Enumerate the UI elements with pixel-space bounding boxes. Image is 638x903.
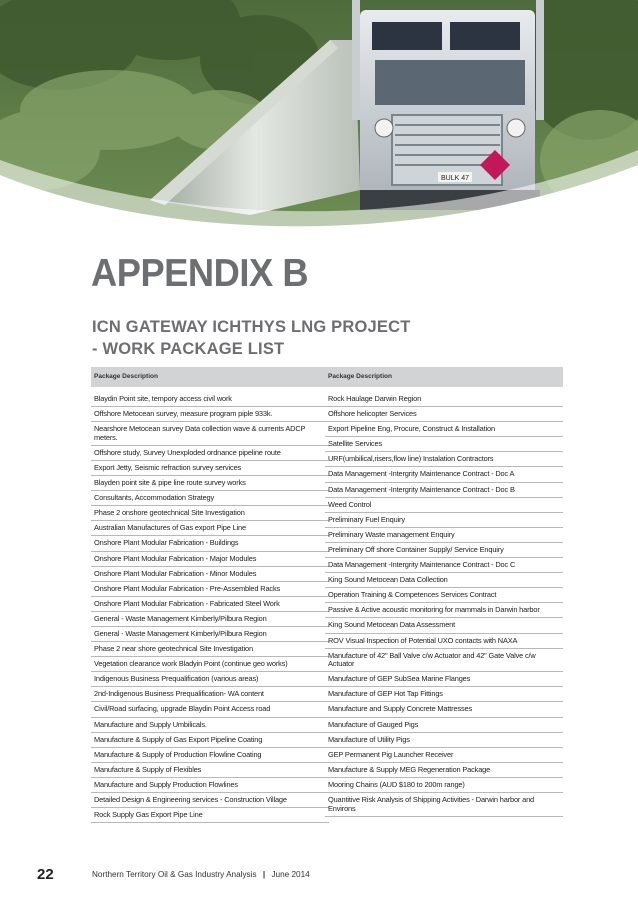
package-row: Manufacture and Supply Concrete Mattresses [325, 702, 563, 717]
subtitle-line-2: - WORK PACKAGE LIST [92, 340, 285, 358]
footer-text [92, 870, 310, 879]
package-row: Detailed Design & Engineering services - Construction Village [91, 793, 329, 808]
package-row: Manufacture & Supply MEG Regeneration Package [325, 763, 563, 778]
footer-date: June 2014 [271, 870, 310, 879]
package-row: Phase 2 near shore geotechnical Site Investigation [91, 642, 329, 657]
package-row: ROV Visual Inspection of Potential UXO contacts with NAXA [325, 634, 563, 649]
package-row: King Sound Metocean Data Collection [325, 573, 563, 588]
plate-text: BULK 47 [441, 175, 470, 182]
subtitle-line-1: ICN GATEWAY ICHTHYS LNG PROJECT [92, 318, 411, 336]
package-row: Data Management -Intergrity Maintenance Contract - Doc B [325, 483, 563, 498]
package-row: Manufacture of GEP SubSea Marine Flanges [325, 672, 563, 687]
package-row: Australian Manufactures of Gas export Pipe Line [91, 521, 329, 536]
package-row: Vegetation clearance work Bladyin Point (continue geo works) [91, 657, 329, 672]
package-row: Blayden point site & pipe line route survey works [91, 476, 329, 491]
package-row: Data Management -Intergrity Maintenance Contract - Doc A [325, 467, 563, 482]
package-row: Manufacture & Supply of Production Flowline Coating [91, 748, 329, 763]
package-row: Passive & Active acoustic monitoring for mammals in Darwin harbor [325, 603, 563, 618]
package-row: Phase 2 onshore geotechnical Site Investigation [91, 506, 329, 521]
package-row: Mooring Chains (AUD $180 to 200m range) [325, 778, 563, 793]
package-row: Manufacture & Supply of Gas Export Pipeline Coating [91, 733, 329, 748]
package-row: Preliminary Off shore Container Supply/ Service Enquiry [325, 543, 563, 558]
package-row: Onshore Plant Modular Fabrication - Fabricated Steel Work [91, 597, 329, 612]
package-row: King Sound Metocean Data Assessment [325, 618, 563, 633]
package-row: Export Jetty, Seismic refraction survey services [91, 461, 329, 476]
package-row: Civil/Road surfacing, upgrade Blaydin Point Access road [91, 702, 329, 717]
package-row: Indigenous Business Prequalification (various areas) [91, 672, 329, 687]
package-row: Export Pipeline Eng, Procure, Construct & Installation [325, 422, 563, 437]
package-row: Onshore Plant Modular Fabrication - Buildings [91, 536, 329, 551]
right-package-list [325, 392, 563, 817]
package-row: Manufacture of GEP Hot Tap Fittings [325, 687, 563, 702]
package-row: Satellite Services [325, 437, 563, 452]
package-row: Rock Haulage Darwin Region [325, 392, 563, 407]
package-row: Manufacture & Supply of Flexibles [91, 763, 329, 778]
package-row: Data Management -Intergrity Maintenance Contract - Doc C [325, 558, 563, 573]
package-row: Nearshore Metocean survey Data collection wave & currents ADCP meters. [91, 422, 329, 446]
package-row: General - Waste Management Kimberly/Pilbura Region [91, 612, 329, 627]
footer-publication: Northern Territory Oil & Gas Industry Analysis [92, 870, 257, 879]
right-column-header: Package Description [325, 367, 563, 387]
left-column-header: Package Description [91, 367, 329, 387]
package-row: 2nd-Indigenous Business Prequalification- WA content [91, 687, 329, 702]
package-row: Manufacture of 42" Ball Valve c/w Actuator and 42" Gate Valve c/w Actuator [325, 649, 563, 673]
left-package-list [91, 392, 329, 823]
package-row: Manufacture and Supply Production Flowlines [91, 778, 329, 793]
appendix-title: APPENDIX B [91, 252, 309, 295]
package-row: Manufacture of Gauged Pigs [325, 718, 563, 733]
package-row: Offshore study, Survey Unexploded ordnance pipeline route [91, 446, 329, 461]
package-row: Manufacture and Supply Umbilicals. [91, 718, 329, 733]
package-row: GEP Permanent Pig Launcher Receiver [325, 748, 563, 763]
package-row: Operation Training & Competences Services Contract [325, 588, 563, 603]
package-row: Preliminary Waste management Enquiry [325, 528, 563, 543]
package-row: Blaydin Point site, tempory access civil work [91, 392, 329, 407]
package-row: Quantitive Risk Analysis of Shipping Activities - Darwin harbor and Environs [325, 793, 563, 817]
package-row: Onshore Plant Modular Fabrication - Pre-Assembled Racks [91, 582, 329, 597]
right-package-column [325, 367, 563, 817]
package-row: Onshore Plant Modular Fabrication - Major Modules [91, 552, 329, 567]
package-row: URF(umbilical,risers,flow line) Instalation Contractors [325, 452, 563, 467]
footer-separator: | [262, 870, 266, 879]
package-row: Offshore helicopter Services [325, 407, 563, 422]
package-row: Onshore Plant Modular Fabrication - Minor Modules [91, 567, 329, 582]
page-footer [0, 860, 638, 890]
package-row: Weed Control [325, 498, 563, 513]
header-photo [0, 0, 638, 240]
document-subtitle [92, 316, 411, 360]
package-row: Manufacture of Utility Pigs [325, 733, 563, 748]
package-row: Consultants, Accommodation Strategy [91, 491, 329, 506]
package-row: Rock Supply Gas Export Pipe Line [91, 808, 329, 823]
package-row: Offshore Metocean survey, measure program piple 933k. [91, 407, 329, 422]
left-package-column [91, 367, 329, 823]
package-row: General - Waste Management Kimberly/Pilbura Region [91, 627, 329, 642]
page-number: 22 [37, 866, 54, 883]
package-row: Preliminary Fuel Enquiry [325, 513, 563, 528]
